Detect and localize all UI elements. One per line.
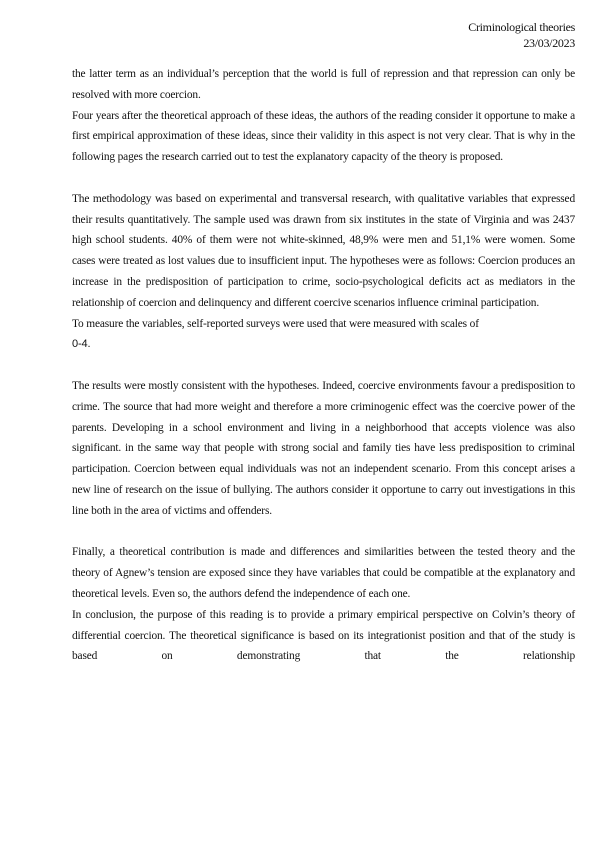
paragraph-methodology: The methodology was based on experimental and transversal research, with qualitative variables that expressed their results quantitatively. The sample used was drawn from six institutes in the state of Virginia and was 2437 high school students. 40% of them were not white-skinned, 48,9% were men and 51,1% were women. Some cases were treated as lost values due to insufficient input. The hypotheses were as follows: Coercion produces an increase in the predisposition of participation to crime, socio-psychological deficits act as mediators in the relationship of coercion and delinquency and different coercive scenarios influence criminal participation.	[72, 192, 575, 309]
paragraph-scale: 0-4.	[72, 338, 91, 351]
paragraph-measurement: To measure the variables, self-reported surveys were used that were measured with scales of	[72, 317, 479, 330]
paragraph-results: The results were mostly consistent with the hypotheses. Indeed, coercive environments favour a predisposition to crime. The source that had more weight and therefore a more criminogenic effect was the coercive power of the parents. Developing in a school environment and living in a neighborhood that accepts violence was also significant. in the same way that people with strong social and family ties have less predisposition to criminal participation. Coercion between equal individuals was not an independent scenario. From this concept arises a new line of research on the issue of bullying. The authors consider it opportune to carry out investigations in this line both in the area of victims and offenders.	[72, 379, 575, 517]
page-header	[468, 19, 575, 51]
paragraph-spacer	[72, 522, 575, 543]
paragraph-empirical-approach: Four years after the theoretical approach of these ideas, the authors of the reading consider it opportune to make a first empirical approximation of these ideas, since their validity in this aspect is not very clear. That is why in the following pages the research carried out to test the explanatory capacity of the theory is proposed.	[72, 109, 575, 164]
document-body	[72, 64, 575, 667]
header-date: 23/03/2023	[523, 36, 575, 50]
paragraph-spacer	[72, 355, 575, 376]
paragraph-theoretical-contribution: Finally, a theoretical contribution is made and differences and similarities between the tested theory and the theory of Agnew’s tension are exposed since they have variables that could be compatible at the explanatory and theoretical levels. Even so, the authors defend the independence of each one.	[72, 546, 575, 600]
header-title: Criminological theories	[468, 20, 575, 34]
paragraph-conclusion: In conclusion, the purpose of this reading is to provide a primary empirical perspective on Colvin’s theory of differential coercion. The theoretical significance is based on its integrationist position and that of the study is based on demonstrating that the relationship	[72, 608, 575, 663]
paragraph-repression: the latter term as an individual’s perception that the world is full of repression and that repression can only be resolved with more coercion.	[72, 68, 575, 101]
paragraph-spacer	[72, 168, 575, 189]
